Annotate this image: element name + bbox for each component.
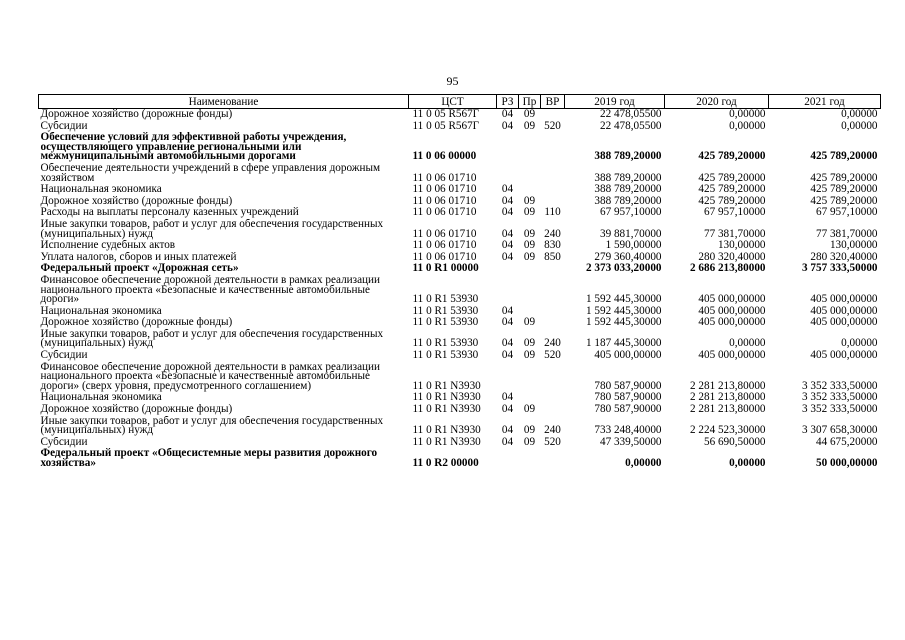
table-row <box>39 317 881 329</box>
row-pr <box>519 392 541 404</box>
row-name: Дорожное хозяйство (дорожные фонды) <box>40 108 233 120</box>
row-vr <box>541 392 565 404</box>
row-name: Субсидии <box>40 350 88 362</box>
row-cst: 11 0 06 01710 <box>412 227 477 240</box>
row-name: Национальная экономика <box>40 305 162 317</box>
row-value-2020: 0,00000 <box>729 120 766 132</box>
row-name: Дорожное хозяйство (дорожные фонды) <box>40 195 233 207</box>
row-name: Иные закупки товаров, работ и услуг для обеспечения государственных (муниципальных) нужд <box>40 328 384 350</box>
table-body <box>39 109 881 470</box>
row-cst: 11 0 R1 53930 <box>412 350 479 362</box>
row-value-2019: 1 592 445,30000 <box>585 305 662 317</box>
row-cst: 11 0 R1 N3930 <box>412 404 481 416</box>
row-name: Федеральный проект «Дорожная сеть» <box>40 263 239 275</box>
row-value-2021: 405 000,00000 <box>810 305 878 317</box>
table-row <box>39 132 881 163</box>
row-value-2021: 405 000,00000 <box>810 350 878 362</box>
row-name: Иные закупки товаров, работ и услуг для обеспечения государственных (муниципальных) нужд <box>40 218 384 240</box>
row-value-2021: 67 957,10000 <box>815 207 878 219</box>
row-pr <box>519 132 541 163</box>
row-cst: 11 0 R1 N3930 <box>412 436 481 448</box>
row-vr <box>541 109 565 121</box>
table-row <box>39 404 881 416</box>
row-vr <box>541 196 565 208</box>
row-value-2020: 0,00000 <box>729 108 766 120</box>
row-value-2020: 0,00000 <box>729 337 766 350</box>
row-name: Субсидии <box>40 436 88 448</box>
row-pr: 09 <box>523 317 536 329</box>
row-pr: 09 <box>523 337 536 350</box>
row-value-2019: 22 478,05500 <box>599 120 662 132</box>
row-pr <box>519 362 541 393</box>
row-value-2020: 2 224 523,30000 <box>689 424 766 437</box>
row-rz: 04 <box>501 404 514 416</box>
row-rz: 04 <box>501 424 514 437</box>
row-name: Дорожное хозяйство (дорожные фонды) <box>40 404 233 416</box>
table-row <box>39 219 881 240</box>
row-value-2020: 130,00000 <box>717 240 766 252</box>
row-cst: 11 0 06 00000 <box>412 150 477 163</box>
row-cst: 11 0 R1 53930 <box>412 337 479 350</box>
row-value-2020: 56 690,50000 <box>703 436 766 448</box>
table-row <box>39 121 881 133</box>
row-value-2020: 405 000,00000 <box>698 317 766 329</box>
row-value-2020: 425 789,20000 <box>698 184 766 196</box>
row-value-2021: 3 352 333,50000 <box>801 379 878 392</box>
row-value-2019: 780 587,90000 <box>594 379 662 392</box>
row-value-2021: 425 789,20000 <box>810 184 878 196</box>
column-header-vr: ВР <box>541 95 565 109</box>
row-pr <box>519 184 541 196</box>
row-value-2019: 405 000,00000 <box>594 350 662 362</box>
row-value-2021: 425 789,20000 <box>810 195 878 207</box>
row-pr: 09 <box>523 108 536 120</box>
row-value-2020: 2 281 213,80000 <box>689 392 766 404</box>
row-cst: 11 0 06 01710 <box>412 251 477 263</box>
row-value-2019: 39 881,70000 <box>599 227 662 240</box>
row-value-2021: 3 307 658,30000 <box>801 424 878 437</box>
row-value-2019: 1 592 445,30000 <box>585 317 662 329</box>
column-header-name: Наименование <box>39 95 409 109</box>
row-name: Обеспечение условий для эффективной работы учреждения, осуществляющего управление региональными или межмуниципальными автомобильными дорогами <box>40 132 347 163</box>
row-cst: 11 0 06 01710 <box>412 207 477 219</box>
row-value-2020: 425 789,20000 <box>698 150 766 163</box>
table-row <box>39 263 881 275</box>
row-cst: 11 0 06 01710 <box>412 171 477 184</box>
row-rz: 04 <box>501 120 514 132</box>
table-row <box>39 392 881 404</box>
row-vr <box>541 275 565 306</box>
row-name: Финансовое обеспечение дорожной деятельности в рамках реализации национального проекта «Безопасные и качественные автомобильные дороги» <box>40 274 381 306</box>
row-rz <box>497 163 519 184</box>
row-cst: 11 0 05 R567Г <box>412 120 480 132</box>
row-pr: 09 <box>523 251 536 263</box>
row-rz <box>497 275 519 306</box>
row-cst: 11 0 R2 00000 <box>412 457 479 469</box>
budget-table <box>38 94 881 470</box>
row-rz: 04 <box>501 195 514 207</box>
row-rz <box>497 448 519 469</box>
row-cst: 11 0 R1 53930 <box>412 305 479 317</box>
row-cst: 11 0 05 R567Г <box>412 108 480 120</box>
row-pr <box>519 163 541 184</box>
row-vr <box>541 362 565 393</box>
row-vr <box>541 184 565 196</box>
row-value-2021: 130,00000 <box>829 240 878 252</box>
row-value-2020: 280 320,40000 <box>698 251 766 263</box>
row-name: Обеспечение деятельности учреждений в сфере управления дорожным хозяйством <box>40 162 381 184</box>
table-row <box>39 252 881 264</box>
row-pr <box>519 275 541 306</box>
row-rz <box>497 362 519 393</box>
row-value-2019: 388 789,20000 <box>594 184 662 196</box>
row-vr <box>541 163 565 184</box>
column-header-pr: Пр <box>519 95 541 109</box>
row-vr: 240 <box>544 424 561 437</box>
table-row <box>39 448 881 469</box>
row-value-2020: 405 000,00000 <box>698 293 766 306</box>
row-pr <box>519 263 541 275</box>
row-vr: 520 <box>544 350 561 362</box>
row-rz: 04 <box>501 392 514 404</box>
row-pr: 09 <box>523 195 536 207</box>
table-row <box>39 275 881 306</box>
row-value-2019: 0,00000 <box>625 457 662 469</box>
table-row <box>39 184 881 196</box>
row-value-2021: 0,00000 <box>841 337 878 350</box>
row-rz: 04 <box>501 317 514 329</box>
table-row <box>39 240 881 252</box>
row-value-2019: 1 592 445,30000 <box>585 293 662 306</box>
row-value-2020: 2 686 213,80000 <box>689 263 766 275</box>
row-value-2019: 733 248,40000 <box>594 424 662 437</box>
row-name: Субсидии <box>40 120 88 132</box>
row-name: Уплата налогов, сборов и иных платежей <box>40 251 237 263</box>
row-value-2019: 22 478,05500 <box>599 108 662 120</box>
table-row <box>39 109 881 121</box>
table-row <box>39 163 881 184</box>
row-value-2021: 0,00000 <box>841 120 878 132</box>
column-header-2019: 2019 год <box>565 95 665 109</box>
column-header-rz: РЗ <box>497 95 519 109</box>
row-name: Финансовое обеспечение дорожной деятельности в рамках реализации национального проекта «Безопасные и качественные автомобильные дороги» (сверх уровня, предусмотренного соглашением) <box>40 361 381 392</box>
row-value-2021: 405 000,00000 <box>810 293 878 306</box>
row-value-2021: 3 352 333,50000 <box>801 404 878 416</box>
row-cst: 11 0 R1 53930 <box>412 293 479 306</box>
row-value-2019: 388 789,20000 <box>594 171 662 184</box>
row-value-2019: 67 957,10000 <box>599 207 662 219</box>
row-rz: 04 <box>501 240 514 252</box>
row-value-2021: 280 320,40000 <box>810 251 878 263</box>
row-pr: 09 <box>523 227 536 240</box>
row-cst: 11 0 R1 N3930 <box>412 392 481 404</box>
row-name: Расходы на выплаты персоналу казенных учреждений <box>40 207 299 219</box>
row-rz: 04 <box>501 227 514 240</box>
row-value-2021: 405 000,00000 <box>810 317 878 329</box>
table-row <box>39 437 881 449</box>
row-rz <box>497 263 519 275</box>
row-value-2021: 0,00000 <box>841 108 878 120</box>
row-value-2020: 2 281 213,80000 <box>689 379 766 392</box>
row-pr: 09 <box>523 404 536 416</box>
row-cst: 11 0 R1 53930 <box>412 317 479 329</box>
row-value-2021: 77 381,70000 <box>815 227 878 240</box>
row-name: Федеральный проект «Общесистемные меры развития дорожного хозяйства» <box>40 448 378 469</box>
row-rz: 04 <box>501 207 514 219</box>
row-name: Национальная экономика <box>40 392 162 404</box>
row-value-2019: 1 590,00000 <box>605 240 662 252</box>
row-vr: 520 <box>544 436 561 448</box>
row-cst: 11 0 R1 00000 <box>412 263 479 275</box>
row-rz: 04 <box>501 184 514 196</box>
row-pr <box>519 306 541 318</box>
row-value-2020: 405 000,00000 <box>698 350 766 362</box>
row-cst: 11 0 06 01710 <box>412 195 477 207</box>
row-vr: 240 <box>544 337 561 350</box>
row-value-2020: 77 381,70000 <box>703 227 766 240</box>
row-rz: 04 <box>501 251 514 263</box>
row-name: Дорожное хозяйство (дорожные фонды) <box>40 317 233 329</box>
row-vr: 520 <box>544 120 561 132</box>
row-vr: 850 <box>544 251 561 263</box>
row-rz: 04 <box>501 337 514 350</box>
row-value-2019: 1 187 445,30000 <box>585 337 662 350</box>
table-row <box>39 207 881 219</box>
row-rz: 04 <box>501 350 514 362</box>
row-value-2021: 44 675,20000 <box>815 436 878 448</box>
table-row <box>39 416 881 437</box>
row-value-2019: 780 587,90000 <box>594 392 662 404</box>
row-pr: 09 <box>523 120 536 132</box>
row-vr: 830 <box>544 240 561 252</box>
row-vr <box>541 263 565 275</box>
row-rz <box>497 132 519 163</box>
row-value-2021: 425 789,20000 <box>810 171 878 184</box>
row-pr: 09 <box>523 436 536 448</box>
row-value-2020: 0,00000 <box>729 457 766 469</box>
row-vr: 240 <box>544 227 561 240</box>
row-value-2019: 388 789,20000 <box>594 150 662 163</box>
row-cst: 11 0 06 01710 <box>412 184 477 196</box>
column-header-cst: ЦСТ <box>409 95 497 109</box>
table-row <box>39 362 881 393</box>
table-row <box>39 350 881 362</box>
row-value-2020: 425 789,20000 <box>698 171 766 184</box>
row-value-2021: 50 000,00000 <box>815 457 878 469</box>
row-rz: 04 <box>501 436 514 448</box>
row-cst: 11 0 R1 N3930 <box>412 424 481 437</box>
row-name: Национальная экономика <box>40 184 162 196</box>
row-pr: 09 <box>523 207 536 219</box>
row-value-2019: 388 789,20000 <box>594 195 662 207</box>
row-vr <box>541 132 565 163</box>
row-value-2020: 2 281 213,80000 <box>689 404 766 416</box>
row-pr <box>519 448 541 469</box>
table-row <box>39 196 881 208</box>
row-value-2020: 67 957,10000 <box>703 207 766 219</box>
row-name: Исполнение судебных актов <box>40 240 176 252</box>
row-pr: 09 <box>523 350 536 362</box>
page-number: 95 <box>446 74 459 88</box>
row-name: Иные закупки товаров, работ и услуг для обеспечения государственных (муниципальных) нужд <box>40 415 384 437</box>
row-value-2019: 279 360,40000 <box>594 251 662 263</box>
row-value-2019: 47 339,50000 <box>599 436 662 448</box>
row-vr <box>541 404 565 416</box>
row-rz: 04 <box>501 108 514 120</box>
table-row <box>39 329 881 350</box>
row-pr: 09 <box>523 424 536 437</box>
row-cst: 11 0 R1 N3930 <box>412 379 481 392</box>
row-pr: 09 <box>523 240 536 252</box>
row-value-2021: 425 789,20000 <box>810 150 878 163</box>
row-vr <box>541 448 565 469</box>
row-value-2021: 3 352 333,50000 <box>801 392 878 404</box>
row-vr <box>541 306 565 318</box>
row-value-2021: 3 757 333,50000 <box>801 263 878 275</box>
table-header-row <box>39 95 881 109</box>
row-rz: 04 <box>501 305 514 317</box>
row-value-2020: 405 000,00000 <box>698 305 766 317</box>
row-vr <box>541 317 565 329</box>
column-header-2021: 2021 год <box>769 95 881 109</box>
row-vr: 110 <box>544 207 561 219</box>
row-value-2020: 425 789,20000 <box>698 195 766 207</box>
row-cst: 11 0 06 01710 <box>412 240 477 252</box>
table-row <box>39 306 881 318</box>
column-header-2020: 2020 год <box>665 95 769 109</box>
row-value-2019: 780 587,90000 <box>594 404 662 416</box>
row-value-2019: 2 373 033,20000 <box>585 263 662 275</box>
